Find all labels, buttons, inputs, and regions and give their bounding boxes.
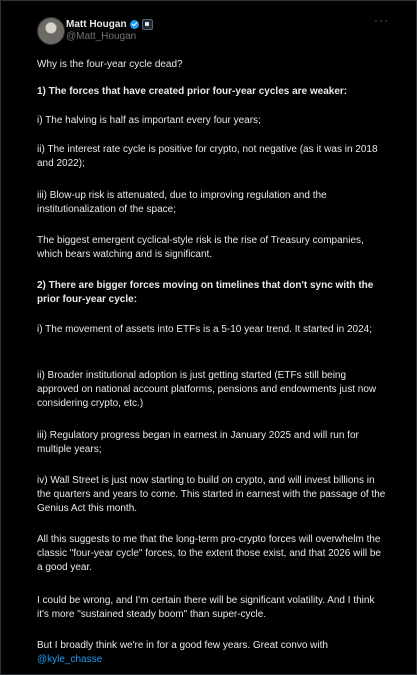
paragraph-regulatory-progress: iii) Regulatory progress began in earnest in January 2025 and will run for multiple years; bbox=[37, 430, 359, 456]
org-badge-icon[interactable] bbox=[142, 19, 153, 30]
section-heading-1: 1) The forces that have created prior four-year cycles are weaker: bbox=[37, 86, 348, 97]
paragraph-volatility: I could be wrong, and I'm certain there will be significant volatility. And I think it's more "sustained steady boom" than super-cycle. bbox=[37, 595, 375, 621]
author-handle[interactable]: @Matt_Hougan bbox=[66, 31, 137, 42]
tweet-header bbox=[37, 13, 397, 45]
paragraph-conclusion: All this suggests to me that the long-term pro-crypto forces will overwhelm the classic "four-year cycle" forces, to the extent those exist, and that 2026 will be a good year. bbox=[37, 534, 381, 574]
paragraph-etf-trend: i) The movement of assets into ETFs is a 5-10 year trend. It started in 2024; bbox=[37, 324, 372, 335]
mention-link[interactable]: @kyle_chasse bbox=[37, 654, 103, 666]
tweet-intro: Why is the four-year cycle dead? bbox=[37, 59, 183, 70]
verified-check-icon bbox=[130, 20, 139, 29]
section-heading-2: 2) There are bigger forces moving on timelines that don't sync with the prior four-year cycle: bbox=[37, 280, 374, 306]
paragraph-closing bbox=[37, 639, 389, 667]
paragraph-halving: i) The halving is half as important every four years; bbox=[37, 115, 261, 126]
closing-text: But I broadly think we're in for a good few years. Great convo with bbox=[37, 640, 328, 651]
more-options-icon[interactable]: ··· bbox=[374, 13, 389, 27]
author-name-row[interactable] bbox=[66, 18, 153, 31]
avatar[interactable] bbox=[37, 17, 65, 45]
paragraph-interest-rate: ii) The interest rate cycle is positive for crypto, not negative (as it was in 2018 and 2022); bbox=[37, 144, 378, 170]
paragraph-wall-street: iv) Wall Street is just now starting to build on crypto, and will invest billions in the quarters and years to come. This started in earnest with the passage of the Genius Act this month. bbox=[37, 475, 386, 515]
paragraph-treasury-risk: The biggest emergent cyclical-style risk is the rise of Treasury companies, which bears watching and is significant. bbox=[37, 235, 364, 261]
paragraph-institutional-adoption: ii) Broader institutional adoption is just getting started (ETFs still being approved on national account platforms, pensions and endowments just now considering crypto, etc.) bbox=[37, 370, 377, 410]
author-name[interactable]: Matt Hougan bbox=[66, 19, 127, 30]
paragraph-blow-up-risk: iii) Blow-up risk is attenuated, due to improving regulation and the institutionalization of the space; bbox=[37, 190, 327, 216]
